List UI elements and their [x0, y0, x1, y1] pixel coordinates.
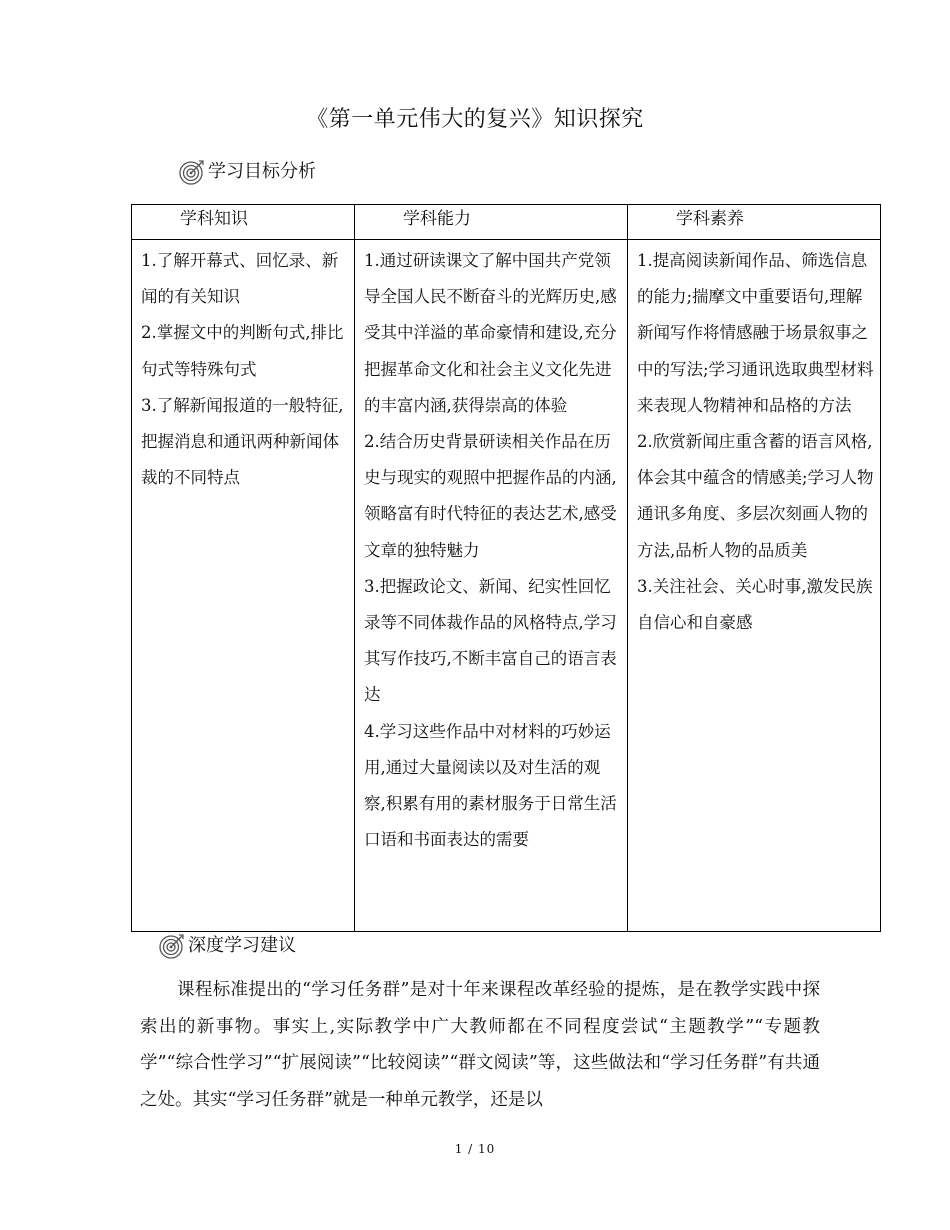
list-item: 4.学习这些作品中对材料的巧妙运用,通过大量阅读以及对生活的观察,积累有用的素材服务于日常生活口语和书面表达的需要 [364, 721, 617, 850]
section-deep-learning-heading [158, 932, 296, 960]
target-icon [158, 932, 186, 960]
list-item: 1.通过研读课文了解中国共产党领导全国人民不断奋斗的光辉历史,感受其中洋溢的革命豪情和建设,充分把握革命文化和社会主义文化先进的丰富内涵,获得崇高的体验 [364, 251, 617, 415]
document-title: 《第一单元伟大的复兴》知识探究 [306, 107, 644, 132]
list-item: 3.关注社会、关心时事,激发民族自信心和自豪感 [637, 576, 873, 633]
header-literacy: 学科素养 [628, 205, 881, 240]
list-item: 2.掌握文中的判断句式,排比句式等特殊句式 [141, 323, 344, 379]
list-item: 1.了解开幕式、回忆录、新闻的有关知识 [141, 251, 339, 307]
learning-goals-table [131, 204, 881, 932]
literacy-cell [628, 240, 881, 932]
list-item: 2.结合历史背景研读相关作品在历史与现实的观照中把握作品的内涵,领略富有时代特征的表达艺术,感受文章的独特魅力 [364, 432, 617, 560]
table-row [132, 240, 881, 932]
header-knowledge: 学科知识 [132, 205, 355, 240]
body-paragraph: 课程标准提出的“学习任务群”是对十年来课程改革经验的提炼，是在教学实践中探索出的新事物。事实上,实际教学中广大教师都在不同程度尝试“主题教学”“专题教学”“综合性学习”“扩展阅读”“比较阅读”“群文阅读”等，这些做法和“学习任务群”有共通之处。其实“学习任务群”就是一种单元教学，还是以 [140, 980, 820, 1110]
page-number: 1 / 10 [454, 1142, 496, 1156]
list-item: 1.提高阅读新闻作品、筛选信息的能力;揣摩文中重要语句,理解新闻写作将情感融于场景叙事之中的写法;学习通讯选取典型材料来表现人物精神和品格的方法 [637, 251, 874, 415]
section-heading-text: 深度学习建议 [188, 935, 296, 956]
header-ability: 学科能力 [355, 205, 628, 240]
knowledge-cell [132, 240, 355, 932]
ability-cell [355, 240, 628, 932]
section-learning-goals-heading [178, 158, 316, 186]
list-item: 3.了解新闻报道的一般特征,把握消息和通讯两种新闻体裁的不同特点 [141, 395, 344, 488]
list-item: 3.把握政论文、新闻、纪实性回忆录等不同体裁作品的风格特点,学习其写作技巧,不断丰富自己的语言表达 [364, 576, 617, 705]
list-item: 2.欣赏新闻庄重含蓄的语言风格,体会其中蕴含的情感美;学习人物通讯多角度、多层次刻画人物的方法,品析人物的品质美 [637, 432, 874, 560]
table-header-row [132, 205, 881, 240]
section-heading-text: 学习目标分析 [208, 161, 316, 182]
target-icon [178, 158, 206, 186]
deep-learning-body [140, 972, 820, 1118]
